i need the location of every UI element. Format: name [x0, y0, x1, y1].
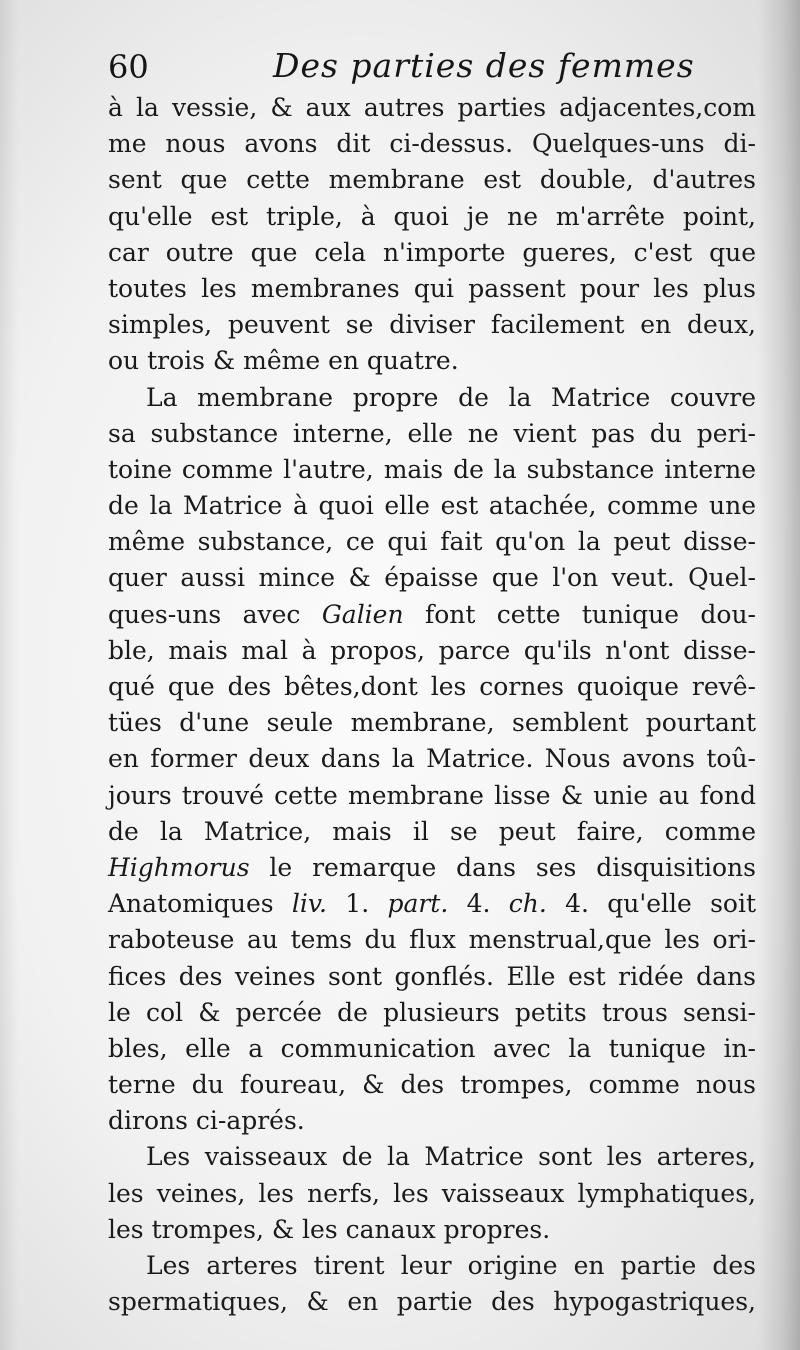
text-line: me nous avons dit ci-dessus. Quelques-uns di-	[108, 129, 756, 159]
text-line: car outre que cela n'importe gueres, c'est que	[108, 237, 756, 267]
text-line: raboteuse au tems du flux menstrual,que les ori-	[108, 925, 756, 955]
text-line: Anatomiques liv. 1. part. 4. ch. 4. qu'elle soit	[108, 889, 756, 919]
text-line: fices des veines sont gonflés. Elle est ridée dans	[108, 961, 756, 991]
page-edge-shadow-left	[0, 0, 18, 1350]
text-line: Les vaisseaux de la Matrice sont les arteres,	[146, 1142, 756, 1172]
text-line: La membrane propre de la Matrice couvre	[146, 382, 756, 412]
page-header	[108, 42, 748, 90]
italic-term: liv.	[291, 889, 327, 919]
text-line: ou trois & même en quatre.	[108, 346, 459, 376]
text-line: terne du foureau, & des trompes, comme nous	[108, 1070, 756, 1100]
italic-term: ch.	[508, 889, 547, 919]
italic-term: Highmorus	[108, 852, 250, 882]
text-line: même substance, ce qui fait qu'on la peut disse-	[108, 527, 756, 557]
text-line: simples, peuvent se diviser facilement en deux,	[108, 310, 756, 340]
text-line: de la Matrice à quoi elle est atachée, comme une	[108, 491, 756, 521]
text-line: toine comme l'autre, mais de la substance interne	[108, 454, 756, 484]
text-line: le col & percée de plusieurs petits trous sensi-	[108, 997, 756, 1027]
text-line: en former deux dans la Matrice. Nous avons toû-	[108, 744, 756, 774]
text-line: Les arteres tirent leur origine en partie des	[146, 1251, 756, 1280]
text-line: ques-uns avec Galien font cette tunique dou-	[108, 599, 756, 629]
text-line: tües d'une seule membrane, semblent pourtant	[108, 708, 756, 738]
text-line: les trompes, & les canaux propres.	[108, 1214, 551, 1244]
page-gutter-shadow	[758, 0, 800, 1350]
text-line: de la Matrice, mais il se peut faire, comme	[108, 816, 756, 846]
italic-term: Galien	[321, 599, 404, 629]
text-line: bles, elle a communication avec la tunique in-	[108, 1033, 756, 1063]
page-number: 60	[108, 48, 149, 86]
text-line: toutes les membranes qui passent pour les plus	[108, 273, 756, 303]
text-line: spermatiques, & en partie des hypogastriques,	[108, 1287, 756, 1317]
body-text	[108, 90, 756, 1320]
text-line: quer aussi mince & épaisse que l'on veut. Quel-	[108, 563, 756, 593]
text-line: à la vessie, & aux autres parties adjacentes,com	[108, 93, 756, 122]
text-line: ble, mais mal à propos, parce qu'ils n'ont disse-	[108, 635, 756, 665]
text-line: dirons ci-aprés.	[108, 1106, 305, 1136]
text-line: Highmorus le remarque dans ses disquisitions	[108, 852, 756, 882]
text-line: qué que des bêtes,dont les cornes quoique revê-	[108, 672, 756, 701]
running-head: Des parties des femmes	[273, 46, 695, 85]
italic-term: part.	[387, 889, 449, 919]
text-line: sent que cette membrane est double, d'autres	[108, 165, 756, 195]
text-line: qu'elle est triple, à quoi je ne m'arrête point,	[108, 201, 756, 231]
text-line: les veines, les nerfs, les vaisseaux lymphatiques,	[108, 1178, 756, 1208]
text-line: sa substance interne, elle ne vient pas du peri-	[108, 418, 756, 448]
text-line: jours trouvé cette membrane lisse & unie au fond	[108, 780, 756, 810]
